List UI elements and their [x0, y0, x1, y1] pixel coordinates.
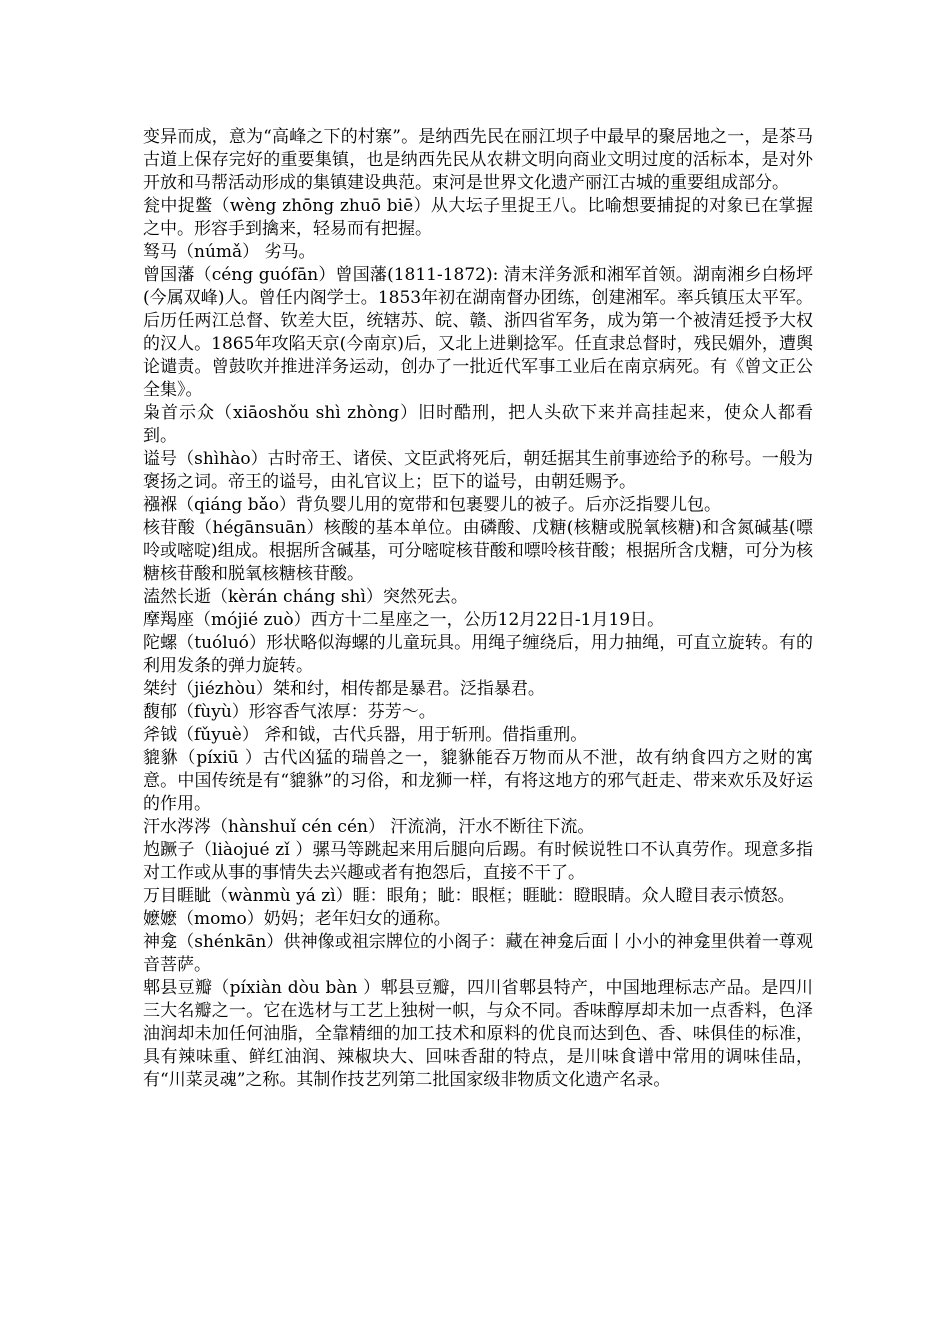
entry-fuyu: 馥郁（fùyù）形容香气浓厚：芬芳～。	[143, 702, 436, 722]
entry-heganuan: 核苷酸（hégānsuān）核酸的基本单位。由磷酸、戊糖(核糖或脱氧核糖)和含氮碱基(嘌呤或嘧啶)组成。根据所含碱基，可分嘧啶核苷酸和嘌呤核苷酸；根据所含戊糖，可分为核糖核苷酸和脱氧核糖核苷酸。	[143, 518, 813, 584]
entry-shenkan: 神龛（shénkān）供神像或祖宗牌位的小阁子：藏在神龛后面丨小小的神龛里供着一尊观音菩萨。	[143, 932, 813, 975]
entry-wengzhongzhuobie: 瓮中捉鳖（wèng zhōng zhuō biē）从大坛子里捉王八。比喻想要捕捉的对象已在掌握之中。形容手到擒来，轻易而有把握。	[143, 196, 813, 239]
entry-zengguofan: 曾国藩（céng guófān）曾国藩(1811-1872): 清末洋务派和湘军首领。湖南湘乡白杨坪(今属双峰)人。曾任内阁学士。1853年初在湖南督办团练，创建湘军。率兵镇压太平军。后历任两江总督、钦差大臣，统辖苏、皖、赣、浙四省军务，成为第一个被清廷授予大权的汉人。1865年攻陷天京(今南京)后，又北上进剿捻军。任直隶总督时，残民媚外，遭舆论谴责。曾鼓吹并推进洋务运动，创办了一批近代军事工业后在南京病死。有《曾文正公全集》。	[143, 265, 813, 400]
document-body	[143, 126, 813, 1092]
entry-wanmuyazi: 万目睚眦（wànmù yá zì）睚：眼角；眦：眼框；睚眦：瞪眼睛。众人瞪目表示愤怒。	[143, 886, 795, 906]
entry-hanshuicencen: 汗水涔涔（hànshuǐ cén cén） 汗流淌，汗水不断往下流。	[143, 817, 595, 837]
entry-momo: 嬷嬷（momo）奶妈；老年妇女的通称。	[143, 909, 451, 929]
entry-tuoluo: 陀螺（tuóluó）形状略似海螺的儿童玩具。用绳子缠绕后，用力抽绳，可直立旋转。有的利用发条的弹力旋转。	[143, 633, 813, 676]
entry-fuyue: 斧钺（fǔyuè） 斧和钺，古代兵器，用于斩刑。借指重刑。	[143, 725, 588, 745]
entry-xiaoshoushizhong: 枭首示众（xiāoshǒu shì zhòng）旧时酷刑，把人头砍下来并高挂起来，使众人都看到。	[143, 403, 813, 446]
entry-pixiu: 貔貅（píxiū ）古代凶猛的瑞兽之一，貔貅能吞万物而从不泄，故有纳食四方之财的寓意。中国传统是有“貔貅”的习俗，和龙狮一样，有将这地方的邪气赶走、带来欢乐及好运的作用。	[143, 748, 813, 814]
paragraph-shuhe-intro: 变异而成，意为“高峰之下的村寨”。是纳西先民在丽江坝子中最早的聚居地之一，是茶马古道上保存完好的重要集镇，也是纳西先民从农耕文明向商业文明过度的活标本，是对外开放和马帮活动形成的集镇建设典范。束河是世界文化遗产丽江古城的重要组成部分。	[143, 127, 813, 193]
entry-mojiezuo: 摩羯座（mójié zuò）西方十二星座之一，公历12月22日-1月19日。	[143, 610, 665, 630]
entry-pixiandouban: 郫县豆瓣（píxiàn dòu bàn ）郫县豆瓣，四川省郫县特产，中国地理标志产品。是四川三大名瓣之一。它在选材与工艺上独树一帜，与众不同。香味醇厚却未加一点香料，色泽油润却未加任何油脂，全靠精细的加工技术和原料的优良而达到色、香、味俱佳的标准，具有辣味重、鲜红油润、辣椒块大、回味香甜的特点，是川味食谱中常用的调味佳品，有“川菜灵魂”之称。其制作技艺列第二批国家级非物质文化遗产名录。	[143, 978, 813, 1090]
entry-jiezhou: 桀纣（jiézhòu）桀和纣，相传都是暴君。泛指暴君。	[143, 679, 545, 699]
entry-keranchangshi: 溘然长逝（kèrán cháng shì）突然死去。	[143, 587, 468, 607]
entry-shihao: 谥号（shìhào）古时帝王、诸侯、文臣武将死后，朝廷据其生前事迹给予的称号。一般为褒扬之词。帝王的谥号，由礼官议上；臣下的谥号，由朝廷赐予。	[143, 449, 813, 492]
entry-qiangbao: 襁褓（qiáng bǎo）背负婴儿用的宽带和包裹婴儿的被子。后亦泛指婴儿包。	[143, 495, 721, 515]
entry-numa: 驽马（númǎ） 劣马。	[143, 242, 316, 262]
entry-liaojuezi: 尥蹶子（liàojué zǐ ）骡马等跳起来用后腿向后踢。有时候说牲口不认真劳作。现意多指对工作或从事的事情失去兴趣或者有抱怨后，直接不干了。	[143, 840, 813, 883]
